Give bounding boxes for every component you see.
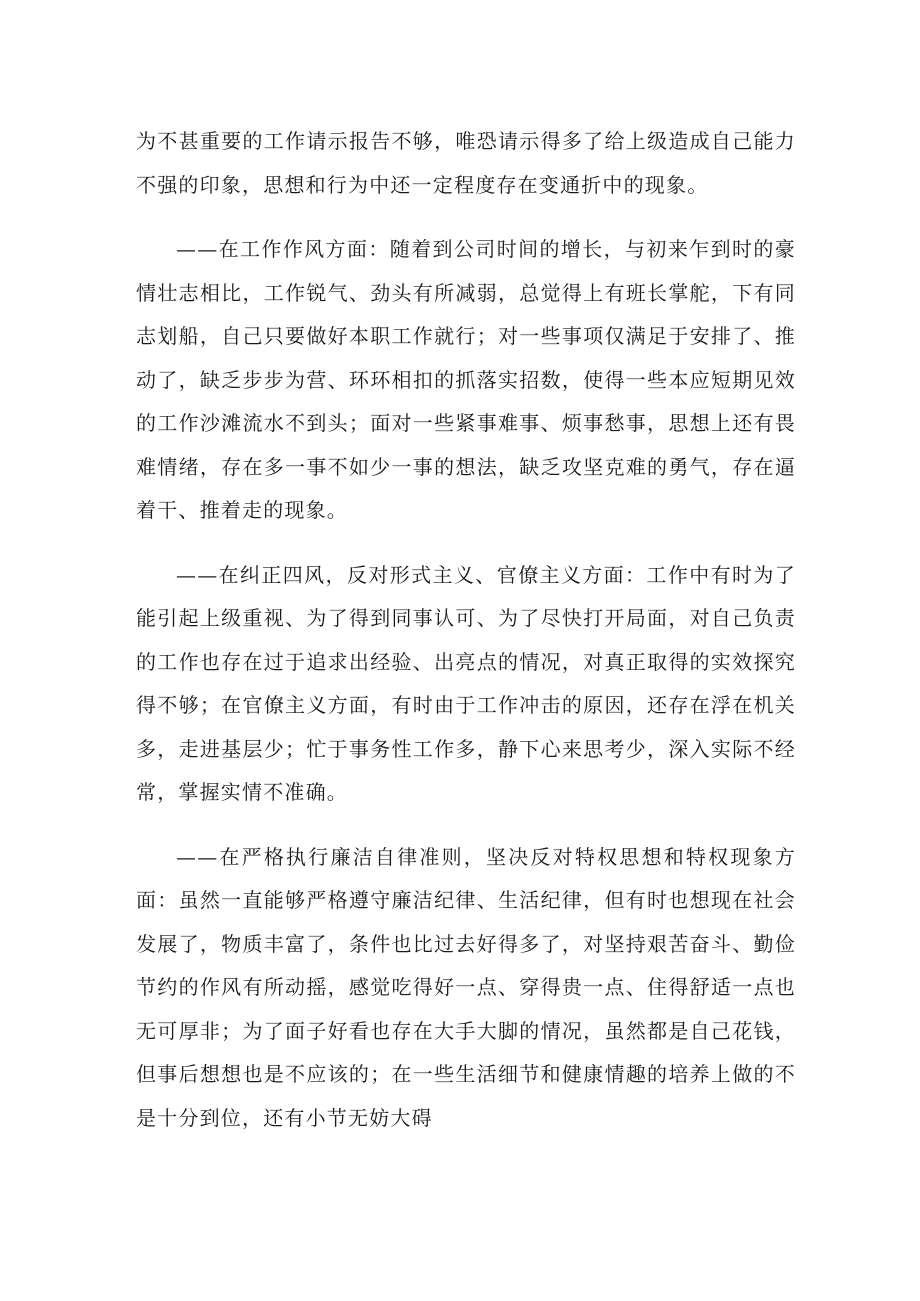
paragraph-work-style: ——在工作作风方面：随着到公司时间的增长，与初来乍到时的豪情壮志相比，工作锐气、劲头有所减弱，总觉得上有班长掌舵，下有同志划船，自己只要做好本职工作就行；对一些事项仅满足于安排了、推动了，缺乏步步为营、环环相扣的抓落实招数，使得一些本应短期见效的工作沙滩流水不到头；面对一些紧事难事、烦事愁事，思想上还有畏难情绪，存在多一事不如少一事的想法，缺乏攻坚克难的勇气，存在逼着干、推着走的现象。 — [136, 237, 796, 522]
paragraph-four-winds: ——在纠正四风，反对形式主义、官僚主义方面：工作中有时为了能引起上级重视、为了得到同事认可、为了尽快打开局面，对自己负责的工作也存在过于追求出经验、出亮点的情况，对真正取得的实效探究得不够；在官僚主义方面，有时由于工作冲击的原因，还存在浮在机关多，走进基层少；忙于事务性工作多，静下心来思考少，深入实际不经常，掌握实情不准确。 — [136, 562, 796, 804]
paragraph-continuation: 为不甚重要的工作请示报告不够，唯恐请示得多了给上级造成自己能力不强的印象，思想和行为中还一定程度存在变通折中的现象。 — [136, 129, 796, 197]
document-body — [136, 120, 796, 1140]
paragraph-integrity: ——在严格执行廉洁自律准则，坚决反对特权思想和特权现象方面：虽然一直能够严格遵守廉洁纪律、生活纪律，但有时也想现在社会发展了，物质丰富了，条件也比过去好得多了，对坚持艰苦奋斗、勤俭节约的作风有所动摇，感觉吃得好一点、穿得贵一点、住得舒适一点也无可厚非；为了面子好看也存在大手大脚的情况，虽然都是自己花钱，但事后想想也是不应该的；在一些生活细节和健康情趣的培养上做的不是十分到位，还有小节无妨大碍 — [136, 844, 796, 1130]
